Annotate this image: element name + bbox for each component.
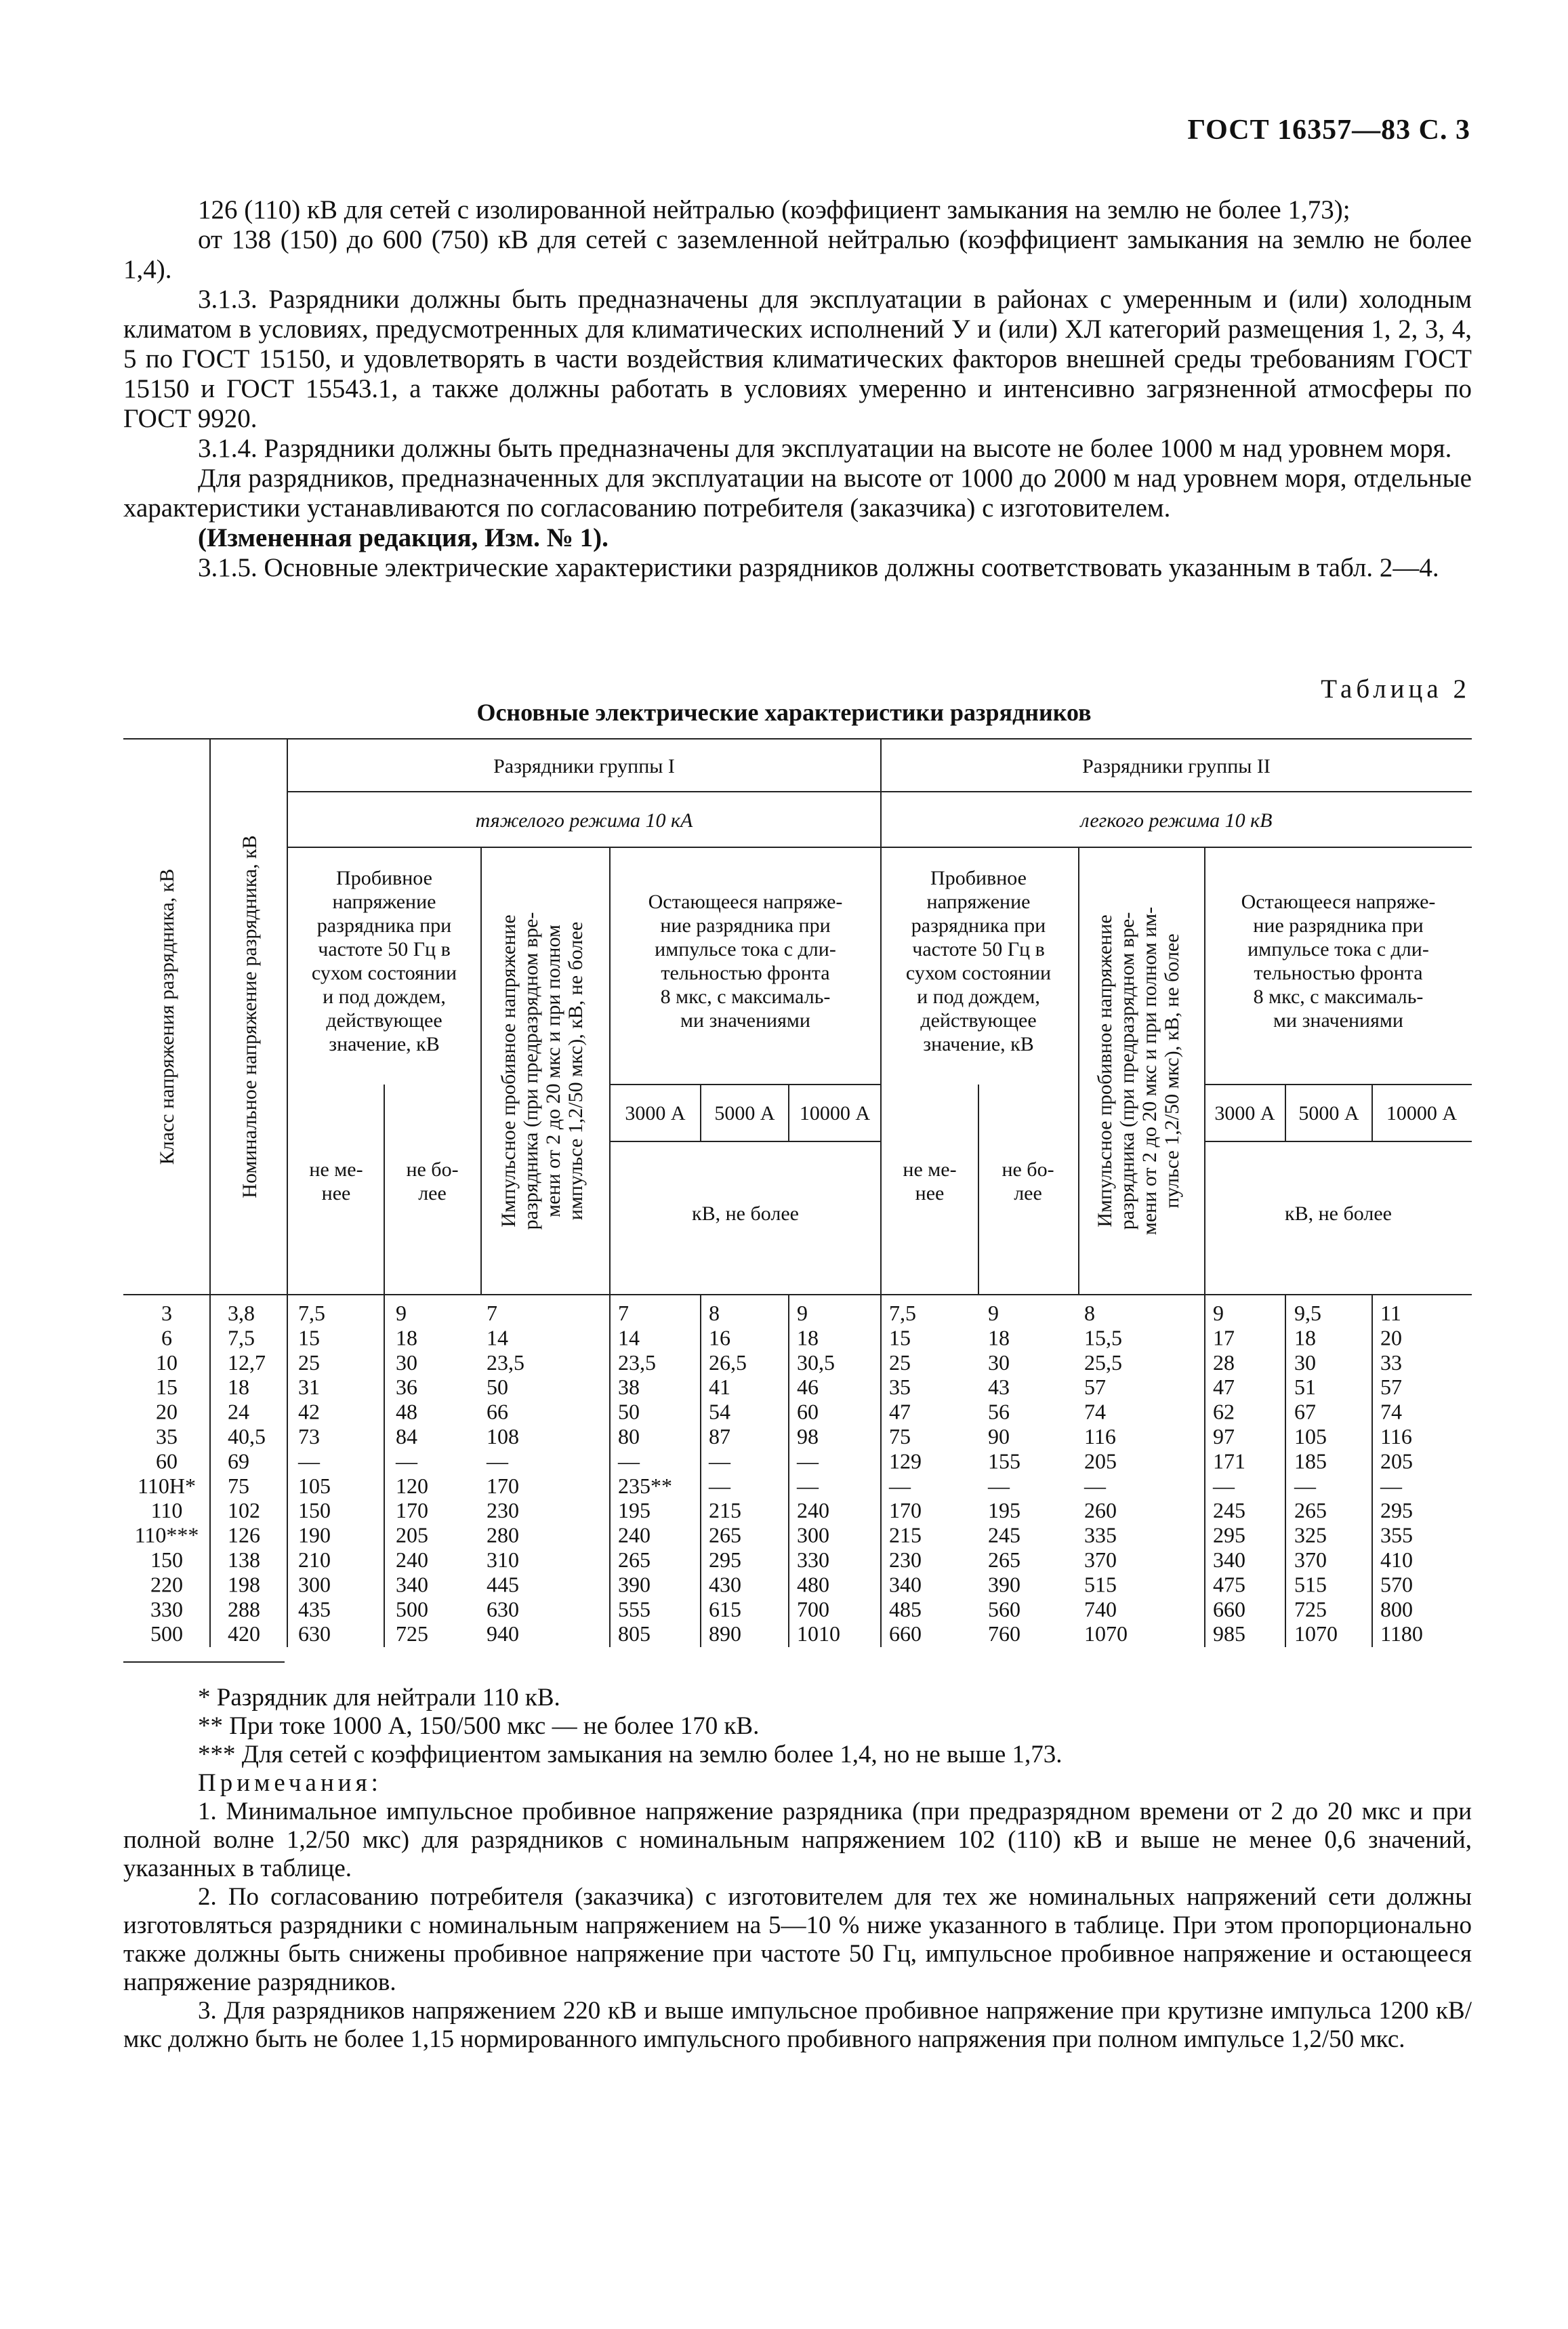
- header-line: разрядника при: [316, 914, 452, 937]
- table-cell: 25: [298, 1350, 320, 1375]
- table-cell: 9: [1213, 1301, 1224, 1325]
- table-cell: 310: [487, 1547, 519, 1572]
- table-cell: 150: [150, 1547, 183, 1572]
- table-cell: 51: [1294, 1375, 1316, 1400]
- table-cell: 3,8: [228, 1301, 255, 1325]
- header-line: и под дождем,: [917, 986, 1040, 1008]
- table-cell: 50: [618, 1399, 640, 1424]
- header-line: ние разрядника при: [1253, 914, 1424, 937]
- mode1-header: тяжелого режима 10 кА: [475, 809, 693, 832]
- table-cell: —: [1084, 1473, 1106, 1498]
- table-cell: 14: [487, 1325, 508, 1350]
- table-cell: 195: [618, 1498, 651, 1523]
- table-cell: 230: [889, 1547, 922, 1572]
- table-cell: 10: [156, 1350, 178, 1375]
- paragraph: от 138 (150) до 600 (750) кВ для сетей с заземленной нейтралью (коэффициент замыкания на землю не более 1,4).: [123, 225, 1472, 284]
- table-cell: 7: [487, 1301, 497, 1325]
- table-cell: —: [709, 1473, 730, 1498]
- table-cell: 75: [228, 1473, 249, 1498]
- table-cell: 97: [1213, 1424, 1235, 1449]
- table-cell: 42: [298, 1399, 320, 1424]
- table-cell: 26,5: [709, 1350, 747, 1375]
- max-label: не бо-: [1002, 1158, 1054, 1181]
- table-cell: 138: [228, 1547, 260, 1572]
- table-cell: 210: [298, 1547, 331, 1572]
- table-cell: 295: [1213, 1522, 1245, 1547]
- table-cell: 435: [298, 1596, 331, 1621]
- table-cell: 11: [1380, 1301, 1401, 1325]
- table-cell: 330: [150, 1596, 183, 1621]
- table-cell: —: [298, 1449, 320, 1474]
- group1-header: Разрядники группы I: [493, 755, 675, 777]
- table-cell: 240: [618, 1522, 651, 1547]
- table-cell: 50: [487, 1375, 508, 1400]
- table-cell: 475: [1213, 1572, 1245, 1597]
- min-label: нее: [915, 1182, 945, 1204]
- table-cell: 245: [1213, 1498, 1245, 1523]
- table-cell: 430: [709, 1572, 741, 1597]
- table-cell: 9,5: [1294, 1301, 1321, 1325]
- table-cell: 31: [298, 1375, 320, 1400]
- table-cell: 205: [396, 1522, 428, 1547]
- paragraph: 3.1.3. Разрядники должны быть предназначены для эксплуатации в районах с умеренным и (или) холодным климатом в условиях, предусмотренных для климатических исполнений У и (или) ХЛ категорий размещения 1, 2, 3, 4, 5 по ГОСТ 15150, и удовлетворять в части воздействия климатических факторов внешней среды требованиям ГОСТ 15150 и ГОСТ 15543.1, а также должны работать в условиях умеренно и интенсивно загрязненной атмосферы по ГОСТ 9920.: [123, 285, 1472, 433]
- table-cell: 325: [1294, 1522, 1327, 1547]
- table-cell: 170: [487, 1473, 519, 1498]
- paragraph: Для разрядников, предназначенных для эксплуатации на высоте от 1000 до 2000 м над уровнем моря, отдельные характеристики устанавливаются по согласованию потребителя (заказчика) с изготовителем.: [123, 464, 1472, 523]
- table-cell: 25,5: [1084, 1350, 1122, 1375]
- header-line: ми значениями: [680, 1009, 810, 1032]
- table-cell: 69: [228, 1449, 249, 1474]
- table-cell: 7,5: [228, 1325, 255, 1350]
- table-cell: 18: [228, 1375, 249, 1400]
- max-label: лее: [418, 1182, 447, 1204]
- table-cell: 8: [709, 1301, 720, 1325]
- table-cell: 700: [797, 1596, 829, 1621]
- table-cell: 335: [1084, 1522, 1117, 1547]
- table-cell: 110***: [134, 1522, 199, 1547]
- table-cell: 43: [988, 1375, 1010, 1400]
- table-cell: 14: [618, 1325, 640, 1350]
- table-cell: 800: [1380, 1596, 1413, 1621]
- table-cell: 295: [709, 1547, 741, 1572]
- header-line: 8 мкс, с максималь-: [1253, 986, 1424, 1008]
- header-line: частоте 50 Гц в: [318, 938, 451, 960]
- table-cell: 265: [1294, 1498, 1327, 1523]
- header-line: импульсе 1,2/50 мкс), кВ, не более: [564, 921, 587, 1221]
- table-cell: 330: [797, 1547, 829, 1572]
- table-cell: 265: [618, 1547, 651, 1572]
- max-label: лее: [1014, 1182, 1042, 1204]
- impulse-header-group1: [497, 912, 587, 1230]
- footnote: ** При токе 1000 А, 150/500 мкс — не более 170 кВ.: [198, 1712, 760, 1740]
- table-cell: 102: [228, 1498, 260, 1523]
- table-cell: 725: [396, 1621, 428, 1646]
- table-cell: 15: [156, 1375, 178, 1400]
- table-cell: 57: [1084, 1375, 1106, 1400]
- table-cell: 35: [156, 1424, 178, 1449]
- current-10000a: 10000 А: [799, 1102, 871, 1125]
- table-cell: 6: [161, 1325, 172, 1350]
- table-cell: 33: [1380, 1350, 1402, 1375]
- table-cell: 20: [156, 1399, 178, 1424]
- table-cell: 235**: [618, 1473, 672, 1498]
- table-cell: 515: [1084, 1572, 1117, 1597]
- header-line: 8 мкс, с максималь-: [660, 986, 831, 1008]
- current-5000a: 5000 А: [714, 1102, 775, 1125]
- table-cell: 87: [709, 1424, 730, 1449]
- table-cell: 80: [618, 1424, 640, 1449]
- table-cell: 98: [797, 1424, 819, 1449]
- table-cell: —: [988, 1473, 1010, 1498]
- table-cell: 570: [1380, 1572, 1413, 1597]
- table-cell: 215: [889, 1522, 922, 1547]
- table-cell: 15: [889, 1325, 911, 1350]
- table-cell: 18: [396, 1325, 417, 1350]
- header-line: значение, кВ: [329, 1033, 440, 1055]
- table-title: Основные электрические характеристики разрядников: [476, 699, 1092, 726]
- table-cell: 805: [618, 1621, 651, 1646]
- table-cell: 47: [1213, 1375, 1235, 1400]
- note: 3. Для разрядников напряжением 220 кВ и выше импульсное пробивное напряжение при крутизне импульса 1200 кВ/мкс должно быть не более 1,15 нормированного импульсного пробивного напряжения при полном импульсе 1,2/50 мкс.: [123, 1997, 1472, 2053]
- header-line: мени от 2 до 20 мкс и при полном: [542, 925, 564, 1217]
- table-cell: 340: [1213, 1547, 1245, 1572]
- min-label: не ме-: [903, 1158, 957, 1181]
- table-cell: 25: [889, 1350, 911, 1375]
- class-header: Класс напряжения разрядника, кВ: [156, 868, 178, 1165]
- table-cell: 480: [797, 1572, 829, 1597]
- table-cell: 105: [298, 1473, 331, 1498]
- table-cell: 28: [1213, 1350, 1235, 1375]
- table-cell: 240: [396, 1547, 428, 1572]
- table-cell: 515: [1294, 1572, 1327, 1597]
- table-cell: 74: [1380, 1399, 1402, 1424]
- paragraph: 126 (110) кВ для сетей с изолированной нейтралью (коэффициент замыкания на землю не более 1,73);: [198, 195, 1350, 224]
- table-cell: 108: [487, 1424, 519, 1449]
- table-cell: 390: [618, 1572, 651, 1597]
- table-cell: 615: [709, 1596, 741, 1621]
- table-cell: 195: [988, 1498, 1020, 1523]
- header-line: Пробивное: [930, 867, 1027, 889]
- table-cell: —: [1380, 1473, 1402, 1498]
- table-cell: 150: [298, 1498, 331, 1523]
- table-cell: 340: [396, 1572, 428, 1597]
- table-cell: 725: [1294, 1596, 1327, 1621]
- table-cell: 30: [396, 1350, 417, 1375]
- table-cell: 40,5: [228, 1424, 266, 1449]
- table-cell: 985: [1213, 1621, 1245, 1646]
- table-cell: 57: [1380, 1375, 1402, 1400]
- table-cell: 170: [889, 1498, 922, 1523]
- table-cell: 18: [797, 1325, 819, 1350]
- table-cell: —: [797, 1473, 819, 1498]
- breakdown-header-group2: [906, 867, 1051, 1055]
- notes-title: Примечания:: [198, 1769, 382, 1797]
- table-cell: 23,5: [618, 1350, 656, 1375]
- table-cell: 60: [156, 1449, 178, 1474]
- current-10000a: 10000 А: [1386, 1102, 1458, 1125]
- header-line: мени от 2 до 20 мкс и при полном им-: [1138, 906, 1161, 1236]
- table-cell: 20: [1380, 1325, 1402, 1350]
- header-line: Остающееся напряже-: [1241, 891, 1436, 913]
- table-cell: 190: [298, 1522, 331, 1547]
- table-cell: 105: [1294, 1424, 1327, 1449]
- table-cell: 890: [709, 1621, 741, 1646]
- kv-max-label: кВ, не более: [692, 1202, 799, 1225]
- table-cell: 1070: [1084, 1621, 1128, 1646]
- current-3000a: 3000 А: [625, 1102, 686, 1125]
- header-line: Импульсное пробивное напряжение: [1094, 914, 1116, 1228]
- table-cell: 205: [1084, 1449, 1117, 1474]
- note: 2. По согласованию потребителя (заказчика) с изготовителем для тех же номинальных напряжений сети должны изготовляться разрядники с номинальным напряжением на 5—10 % ниже указанного в таблице. При этом пропорционально также должны быть снижены пробивное напряжение при частоте 50 Гц, импульсное пробивное напряжение и остающееся напряжение разрядников.: [123, 1883, 1472, 1996]
- paragraph: 3.1.4. Разрядники должны быть предназначены для эксплуатации на высоте не более 1000 м над уровнем моря.: [198, 434, 1452, 463]
- table-cell: 500: [396, 1596, 428, 1621]
- table-cell: 9: [396, 1301, 407, 1325]
- header-line: Импульсное пробивное напряжение: [497, 914, 520, 1228]
- table-cell: 740: [1084, 1596, 1117, 1621]
- table-cell: 940: [487, 1621, 519, 1646]
- table-cell: 15: [298, 1325, 320, 1350]
- table-cell: 630: [298, 1621, 331, 1646]
- table-caption: Таблица 2: [1321, 674, 1470, 704]
- table-cell: 9: [988, 1301, 999, 1325]
- table-cell: 370: [1084, 1547, 1117, 1572]
- table-cell: 288: [228, 1596, 260, 1621]
- table-cell: 220: [150, 1572, 183, 1597]
- header-line: тельностью фронта: [661, 962, 830, 984]
- table-cell: —: [396, 1449, 417, 1474]
- table-cell: —: [1294, 1473, 1316, 1498]
- header-line: ми значениями: [1273, 1009, 1403, 1032]
- header-line: значение, кВ: [923, 1033, 1034, 1055]
- table-cell: 660: [889, 1621, 922, 1646]
- header-line: напряжение: [926, 891, 1031, 913]
- impulse-header-group2: [1094, 907, 1183, 1235]
- table-cell: 340: [889, 1572, 922, 1597]
- table-cell: 129: [889, 1449, 922, 1474]
- table-cell: 1010: [797, 1621, 840, 1646]
- kv-max-label: кВ, не более: [1285, 1202, 1392, 1225]
- current-5000a: 5000 А: [1298, 1102, 1359, 1125]
- table-cell: 74: [1084, 1399, 1106, 1424]
- table-cell: 18: [1294, 1325, 1316, 1350]
- table-cell: 420: [228, 1621, 260, 1646]
- table-cell: 110: [150, 1498, 183, 1523]
- table-cell: 116: [1380, 1424, 1412, 1449]
- table-cell: 23,5: [487, 1350, 524, 1375]
- header-line: разрядника при: [911, 914, 1046, 937]
- table-cell: —: [487, 1449, 508, 1474]
- header-line: действующее: [920, 1009, 1037, 1032]
- table-cell: 155: [988, 1449, 1020, 1474]
- table-cell: 205: [1380, 1449, 1413, 1474]
- table-cell: 116: [1084, 1424, 1116, 1449]
- table-cell: 60: [797, 1399, 819, 1424]
- header-line: действующее: [326, 1009, 442, 1032]
- table-cell: 15,5: [1084, 1325, 1122, 1350]
- header-line: разрядника (при предразрядном вре-: [520, 912, 542, 1230]
- note: 1. Минимальное импульсное пробивное напряжение разрядника (при предразрядном времени от 2 до 20 мкс и при полной волне 1,2/50 мкс) для разрядников с номинальным напряжением 102 (110) кВ и выше не менее 0,6 значений, указанных в таблице.: [123, 1798, 1472, 1882]
- table-cell: 500: [150, 1621, 183, 1646]
- table-cell: 66: [487, 1399, 508, 1424]
- residual-header-group2: [1241, 891, 1436, 1032]
- table-cell: 47: [889, 1399, 911, 1424]
- table-cell: 265: [988, 1547, 1020, 1572]
- amendment-note: (Измененная редакция, Изм. № 1).: [198, 523, 608, 552]
- table-cell: 73: [298, 1424, 320, 1449]
- table-cell: 560: [988, 1596, 1020, 1621]
- page-header: ГОСТ 16357—83 С. 3: [1187, 115, 1470, 146]
- table-cell: 41: [709, 1375, 730, 1400]
- table-cell: 38: [618, 1375, 640, 1400]
- table-cell: 7: [618, 1301, 629, 1325]
- table-cell: 370: [1294, 1547, 1327, 1572]
- footnote: * Разрядник для нейтрали 110 кВ.: [198, 1684, 560, 1712]
- table-cell: 170: [396, 1498, 428, 1523]
- table-cell: 215: [709, 1498, 741, 1523]
- table-cell: 54: [709, 1399, 730, 1424]
- header-line: напряжение: [332, 891, 436, 913]
- header-line: сухом состоянии: [905, 962, 1052, 984]
- table-cell: 240: [797, 1498, 829, 1523]
- table-cell: 1070: [1294, 1621, 1338, 1646]
- table-cell: 120: [396, 1473, 428, 1498]
- table-cell: 660: [1213, 1596, 1245, 1621]
- table-cell: —: [709, 1449, 730, 1474]
- header-line: разрядника (при предразрядном вре-: [1116, 912, 1138, 1230]
- footnote: *** Для сетей с коэффициентом замыкания на землю более 1,4, но не выше 1,73.: [198, 1741, 1062, 1768]
- header-line: сухом состоянии: [311, 962, 457, 984]
- table-cell: 355: [1380, 1522, 1413, 1547]
- table-cell: 16: [709, 1325, 730, 1350]
- table-cell: 36: [396, 1375, 417, 1400]
- table-cell: —: [1213, 1473, 1235, 1498]
- table-cell: 56: [988, 1399, 1010, 1424]
- table-cell: 62: [1213, 1399, 1235, 1424]
- table-cell: 198: [228, 1572, 260, 1597]
- table-cell: 280: [487, 1522, 519, 1547]
- nominal-header: Номинальное напряжение разрядника, кВ: [239, 835, 261, 1198]
- table-cell: 245: [988, 1522, 1020, 1547]
- table-cell: 760: [988, 1621, 1020, 1646]
- table-cell: 9: [797, 1301, 808, 1325]
- table-cell: 485: [889, 1596, 922, 1621]
- table-cell: 265: [709, 1522, 741, 1547]
- table-cell: 75: [889, 1424, 911, 1449]
- breakdown-header-group1: [312, 867, 457, 1055]
- mode2-header: легкого режима 10 кВ: [1080, 809, 1273, 832]
- table-cell: 300: [797, 1522, 829, 1547]
- table-cell: 30: [1294, 1350, 1316, 1375]
- table-cell: —: [618, 1449, 640, 1474]
- table-cell: 1180: [1380, 1621, 1423, 1646]
- table-cell: 67: [1294, 1399, 1316, 1424]
- header-line: ние разрядника при: [660, 914, 831, 937]
- table-cell: 230: [487, 1498, 519, 1523]
- table-cell: 30,5: [797, 1350, 835, 1375]
- table-cell: 8: [1084, 1301, 1095, 1325]
- table-cell: 171: [1213, 1449, 1245, 1474]
- table-cell: 48: [396, 1399, 417, 1424]
- table-cell: 630: [487, 1596, 519, 1621]
- table-cell: 410: [1380, 1547, 1413, 1572]
- min-label: нее: [321, 1182, 351, 1204]
- table-cell: 7,5: [889, 1301, 916, 1325]
- table-cell: 35: [889, 1375, 911, 1400]
- table-cell: 46: [797, 1375, 819, 1400]
- table-cell: 24: [228, 1399, 249, 1424]
- table-cell: 185: [1294, 1449, 1327, 1474]
- header-line: Пробивное: [336, 867, 432, 889]
- table-cell: 295: [1380, 1498, 1413, 1523]
- table-cell: 30: [988, 1350, 1010, 1375]
- table-cell: —: [797, 1449, 819, 1474]
- current-3000a: 3000 А: [1214, 1102, 1275, 1125]
- table-cell: 390: [988, 1572, 1020, 1597]
- table-cell: 260: [1084, 1498, 1117, 1523]
- header-line: пульсе 1,2/50 мкс), кВ, не более: [1161, 933, 1183, 1209]
- table-cell: 126: [228, 1522, 260, 1547]
- table-cell: 300: [298, 1572, 331, 1597]
- table-cell: 7,5: [298, 1301, 325, 1325]
- table-cell: 445: [487, 1572, 519, 1597]
- table-cell: 90: [988, 1424, 1010, 1449]
- header-line: частоте 50 Гц в: [912, 938, 1045, 960]
- residual-header-group1: [648, 891, 843, 1032]
- header-line: и под дождем,: [323, 986, 446, 1008]
- table-cell: 3: [161, 1301, 172, 1325]
- notes-section: [123, 1684, 1472, 2054]
- table-body: [135, 1301, 1423, 1646]
- table-cell: 110Н*: [138, 1473, 196, 1498]
- header-line: импульсе тока с дли-: [655, 938, 836, 960]
- header-line: Остающееся напряже-: [648, 891, 843, 913]
- table-cell: 84: [396, 1424, 417, 1449]
- table-cell: 18: [988, 1325, 1010, 1350]
- table-cell: 555: [618, 1596, 651, 1621]
- paragraph: 3.1.5. Основные электрические характеристики разрядников должны соответствовать указанным в табл. 2—4.: [198, 553, 1439, 582]
- table-cell: —: [889, 1473, 911, 1498]
- min-label: не ме-: [309, 1158, 363, 1181]
- table-cell: 12,7: [228, 1350, 266, 1375]
- group2-header: Разрядники группы II: [1082, 755, 1271, 777]
- table-cell: 17: [1213, 1325, 1235, 1350]
- header-line: тельностью фронта: [1254, 962, 1423, 984]
- header-line: импульсе тока с дли-: [1247, 938, 1429, 960]
- max-label: не бо-: [406, 1158, 459, 1181]
